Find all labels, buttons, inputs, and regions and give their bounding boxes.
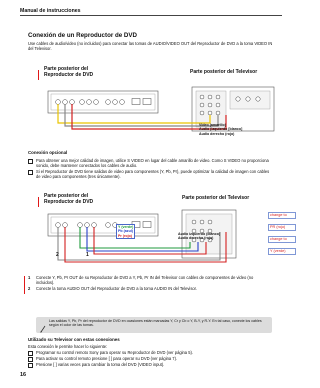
accent-bar-3	[24, 276, 25, 294]
figure2-audio-labels	[178, 232, 220, 241]
figure2-step-number-2: 2	[56, 252, 59, 258]
steps-list	[28, 275, 272, 291]
checkbox-bullet-icon	[28, 159, 33, 164]
usage-item-text: Programar su control remoto Sony para operar su Reproductor de DVD (ver página 5).	[36, 350, 194, 355]
legend-audio-right: Audio derecho (rojo)	[199, 131, 235, 136]
note-box	[36, 317, 272, 333]
optional-title: Conexión opcional	[28, 150, 68, 155]
header-rule	[20, 15, 282, 16]
usage-intro: Esta conexión le permite hacer lo siguiente:	[28, 344, 108, 349]
callout-pr-rojo: PR (rojo)	[268, 224, 296, 231]
figure1-legend	[199, 123, 242, 136]
audio-left-label: Audio izquierdo (blanco)	[178, 232, 221, 236]
component-labels-box	[116, 224, 135, 239]
step-item	[28, 275, 272, 285]
audio-right-label: Audio derecho (rojo)	[178, 236, 214, 241]
step-number: 1	[28, 275, 31, 280]
legend-video: Video (amarillo)	[199, 123, 226, 127]
section-intro: Use cables de audio/video (no incluidos) para conectar las tomas de AUDIO/VIDEO OUT del Reproductor de DVD a la toma VIDEO IN del Televisor.	[28, 41, 273, 52]
component-label-pr: Pr (rojo)	[118, 233, 132, 238]
checkbox-bullet-icon	[28, 351, 33, 356]
step-text: Conecte la toma AUDIO OUT del Reproductor de DVD a la toma AUDIO IN del Televisor.	[36, 286, 197, 292]
component-label-y: Y (verde)	[118, 225, 134, 229]
optional-item	[28, 169, 272, 179]
figure2-dvd-label-line1: Parte posterior del	[44, 193, 89, 199]
usage-title: Utilizado su Televisor con estas conexiones	[28, 337, 120, 342]
usage-item	[28, 362, 272, 368]
figure1-dvd-label-line1: Parte posterior del	[44, 66, 89, 72]
checkbox-bullet-icon	[28, 170, 33, 175]
figure1-diagram	[40, 77, 285, 141]
checkbox-bullet-icon	[28, 363, 33, 368]
optional-item-text: Para obtener una mejor calidad de imagen, utilice S VIDEO en lugar del cable amarillo de video. Como S VIDEO no proporciona sonido, debe mantener conectados los cables de audio.	[36, 158, 269, 169]
checkbox-bullet-icon	[28, 357, 33, 362]
section-title: Conexión de un Reproductor de DVD	[28, 32, 137, 39]
component-label-pb: Pb (azul)	[118, 229, 133, 234]
figure2-step-number-1: 1	[86, 252, 89, 258]
optional-item-text: Si el Reproductor de DVD tiene salidas de video para componentes (Y, Pb, Pr), puede optimizar la calidad de imagen con cables de video para componentes (tres únicamente).	[36, 169, 270, 180]
optional-item	[28, 158, 272, 168]
figure1-tv-label: Parte posterior del Televisor	[190, 69, 258, 75]
usage-list	[28, 350, 272, 368]
step-item	[28, 286, 272, 291]
callout-y-verde: Y (verde)	[268, 248, 296, 255]
note-text: Las salidas Y, Pb, Pr del reproductor de DVD en ocasiones están marcadas Y, Cr y Cb o Y, B-Y, y R-Y. En tal caso, conecte los cables según el color de las tomas.	[49, 319, 262, 328]
usage-item-text: Para activar su control remoto presione [ ] para operar su DVD (ver página 7).	[36, 356, 178, 361]
legend-audio-left: Audio (izquierdo [blanco]	[199, 127, 243, 132]
step-number: 2	[28, 286, 31, 292]
callout-change-to: change to	[268, 212, 296, 219]
callout-group-2	[268, 236, 296, 255]
callout-change-to: change to	[268, 236, 296, 243]
running-header: Manual de instrucciones	[20, 8, 81, 14]
step-text: Conecte Y, Pb, Pr OUT de su Reproductor de DVD a Y, Pb, Pr IN del Televisor con cables de componentes de video (no incluidos).	[36, 275, 254, 286]
optional-list	[28, 158, 272, 179]
figure2-tv-label: Parte posterior del Televisor	[182, 195, 250, 201]
figure2-dvd-label-line2: Reproductor de DVD	[44, 198, 94, 205]
page-number: 16	[20, 372, 27, 378]
note-pencil-icon	[40, 320, 46, 328]
callout-group-1	[268, 212, 296, 231]
usage-item-text: Presione [ ] varias veces para cambiar la toma del DVD (VIDEO input).	[36, 362, 165, 367]
figure1-dvd-label-line2: Reproductor de DVD	[44, 71, 94, 78]
